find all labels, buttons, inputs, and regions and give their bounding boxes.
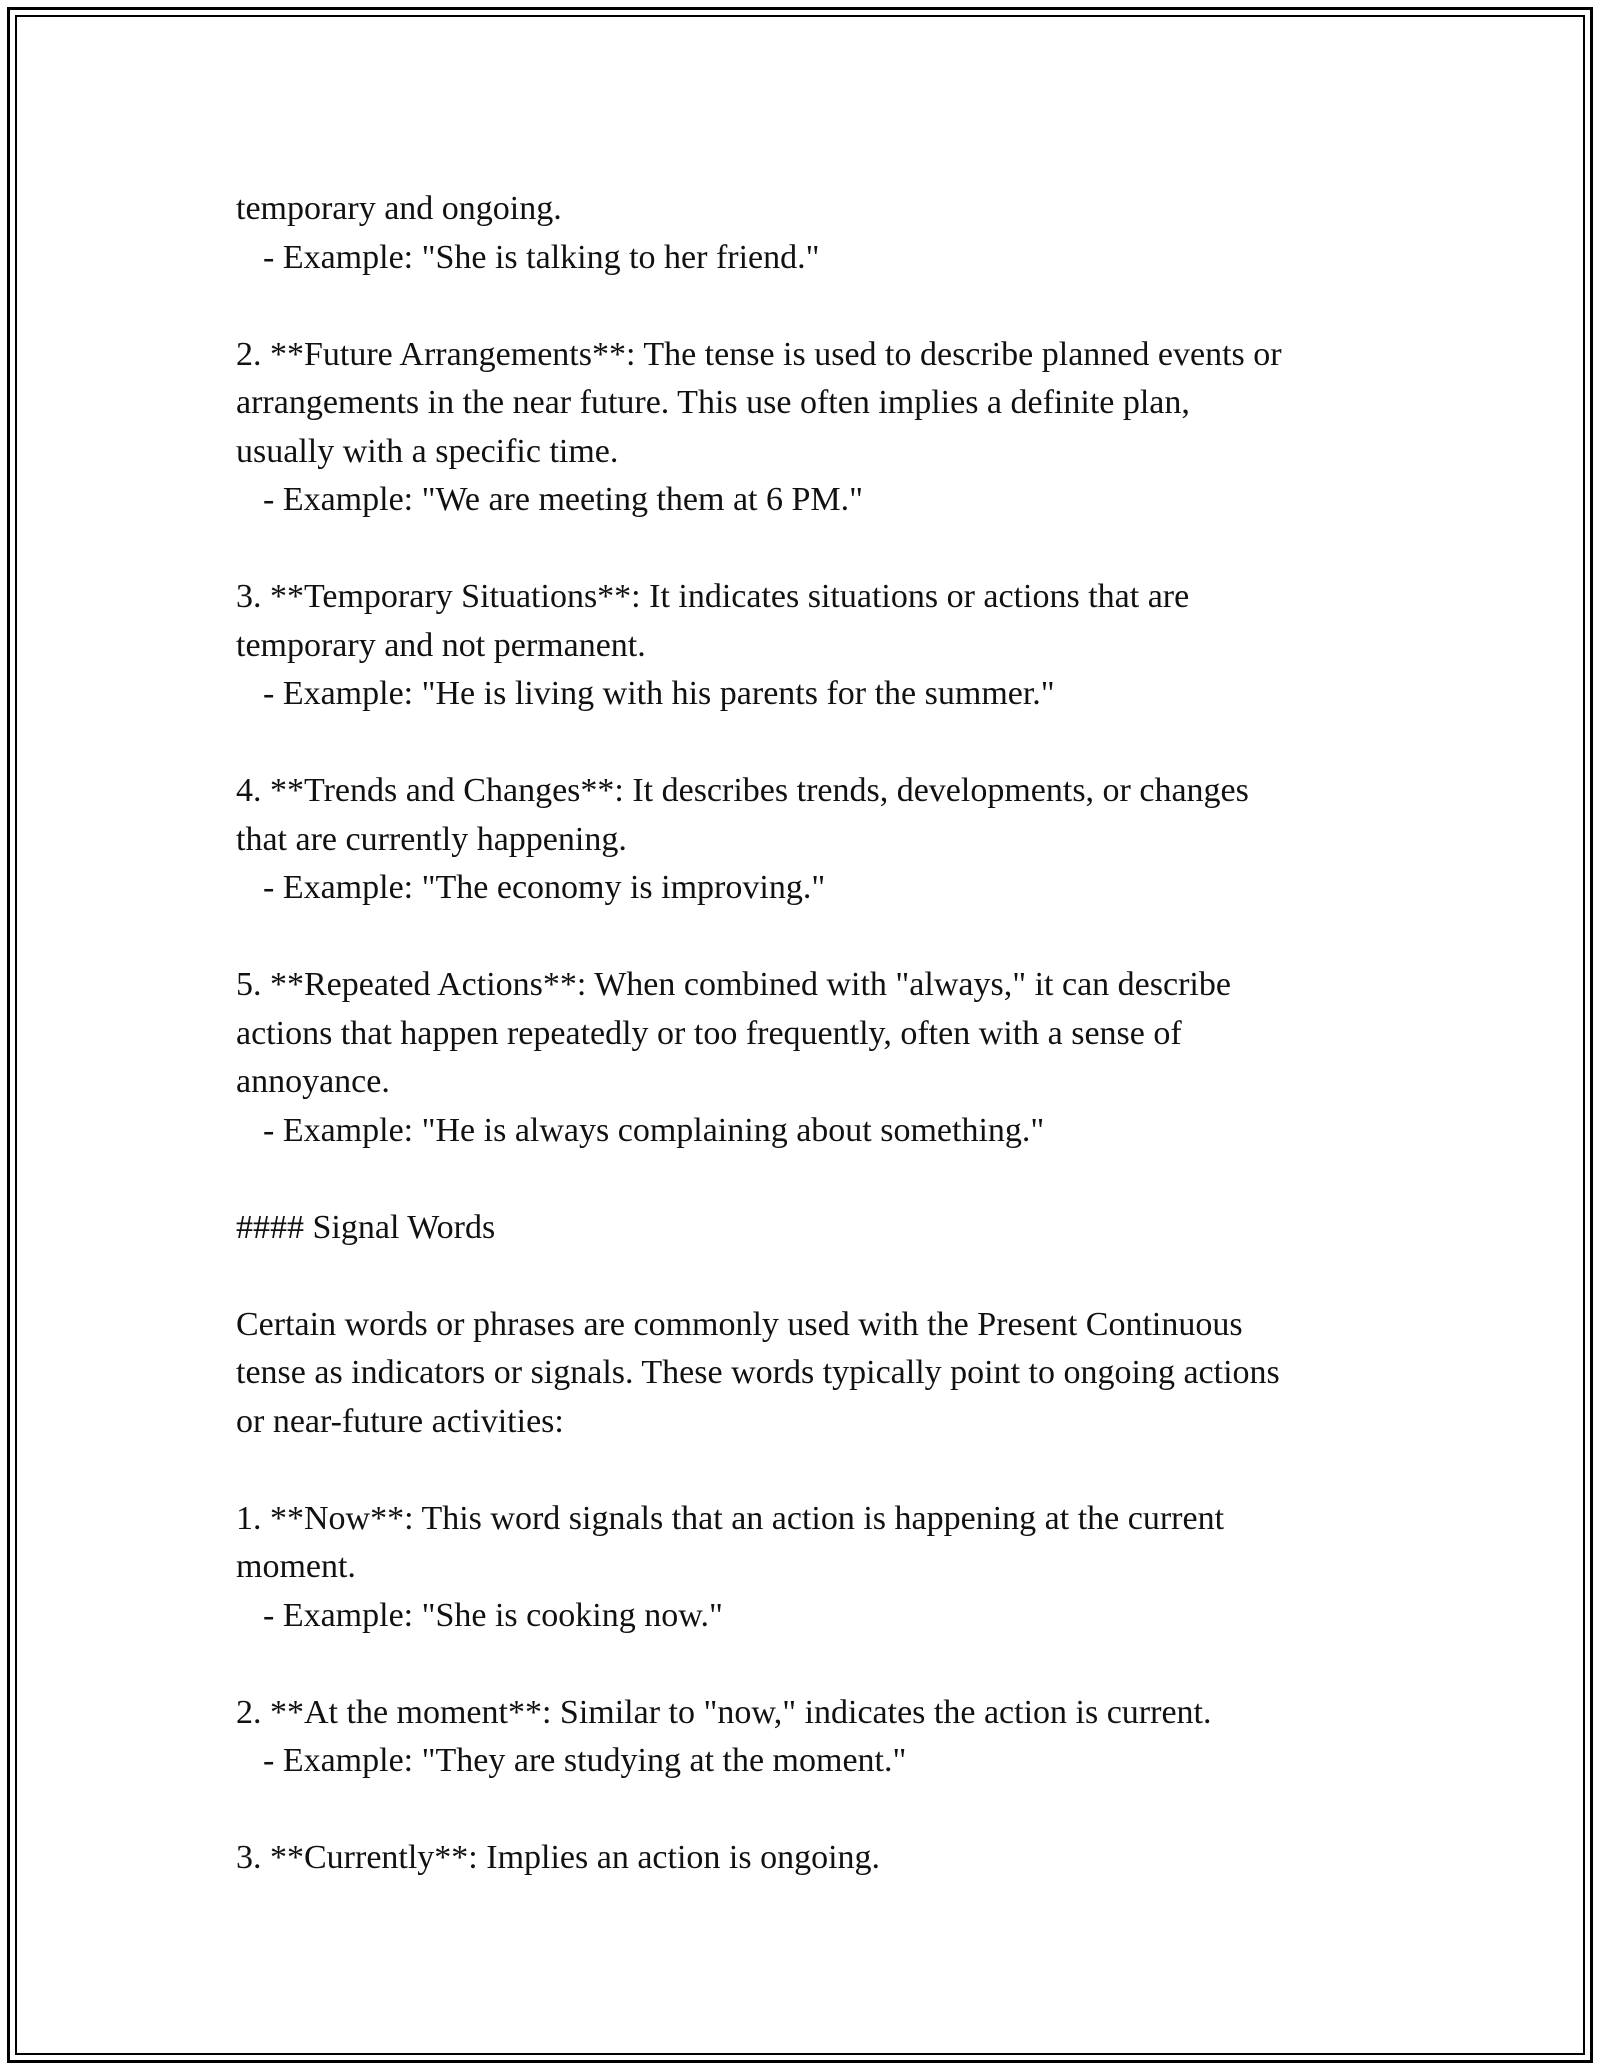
text-line: 4. **Trends and Changes**: It describes trends, developments, or changes [236,772,1249,809]
text-line: 3. **Currently**: Implies an action is ongoing. [236,1839,881,1876]
example-line: - Example: "They are studying at the moment." [263,1742,907,1779]
text-line: 5. **Repeated Actions**: When combined with "always," it can describe [236,966,1231,1003]
text-line: 1. **Now**: This word signals that an action is happening at the current [236,1499,1225,1537]
text-line: actions that happen repeatedly or too frequently, often with a sense of [236,1014,1182,1052]
blank-line [236,1155,1396,1204]
text-line: or near-future activities: [236,1402,564,1440]
blank-line [236,913,1396,962]
blank-line [236,719,1396,768]
blank-line [236,1640,1396,1689]
text-line: moment. [236,1548,356,1585]
text-line: 2. **At the moment**: Similar to "now," indicates the action is current. [236,1693,1212,1731]
blank-line [236,282,1396,331]
text-line: #### Signal Words [236,1208,496,1246]
text-line: Certain words or phrases are commonly used with the Present Continuous [236,1305,1243,1343]
text-line: tense as indicators or signals. These words typically point to ongoing actions [236,1354,1280,1391]
blank-line [236,1446,1396,1495]
blank-line [236,1786,1396,1835]
text-line: 3. **Temporary Situations**: It indicates situations or actions that are [236,578,1190,615]
text-line: temporary and not permanent. [236,626,646,664]
text-line: annoyance. [236,1063,390,1100]
blank-line [236,525,1396,574]
blank-line [236,1252,1396,1301]
document-body [236,185,1396,1883]
text-line: that are currently happening. [236,820,627,858]
text-line: usually with a specific time. [236,432,619,470]
example-line: - Example: "He is living with his parents for the summer." [263,675,1055,712]
example-line: - Example: "She is talking to her friend." [263,238,820,276]
text-line: 2. **Future Arrangements**: The tense is used to describe planned events or [236,335,1282,373]
example-line: - Example: "The economy is improving." [263,869,826,906]
text-line: arrangements in the near future. This use often implies a definite plan, [236,384,1190,421]
example-line: - Example: "She is cooking now." [263,1596,723,1634]
text-line: temporary and ongoing. [236,190,562,227]
example-line: - Example: "We are meeting them at 6 PM." [263,481,864,518]
example-line: - Example: "He is always complaining about something." [263,1111,1045,1149]
